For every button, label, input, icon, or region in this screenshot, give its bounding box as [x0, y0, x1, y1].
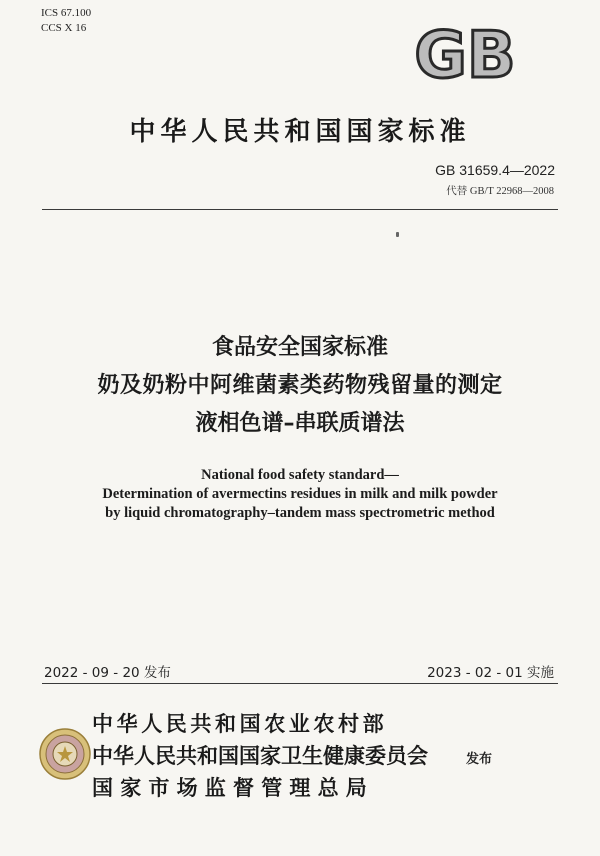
- issuer-market-regulation: 国家市场监督管理总局: [92, 776, 374, 800]
- title-en-line3: by liquid chromatography–tandem mass spectrometric method: [105, 505, 495, 521]
- replaces-standard: 代替 GB/T 22968—2008: [446, 186, 554, 197]
- gb-logo-text: GB: [414, 22, 516, 86]
- standard-number: GB 31659.4—2022: [435, 162, 555, 178]
- national-emblem-icon: [38, 727, 92, 781]
- national-standard-heading: 中华人民共和国国家标准: [129, 117, 471, 147]
- issue-date: 2022 - 09 - 20 发布: [44, 665, 171, 681]
- issuer-health-commission: 中华人民共和国国家卫生健康委员会: [92, 744, 428, 768]
- title-cn-line2: 奶及奶粉中阿维菌素类药物残留量的测定: [97, 373, 503, 398]
- title-cn-line3: 液相色谱–串联质谱法: [195, 411, 405, 436]
- gb-logo-icon: [400, 22, 530, 86]
- ics-code: ICS 67.100: [41, 7, 92, 19]
- bottom-divider: [42, 683, 558, 684]
- title-en-line1: National food safety standard—: [201, 467, 399, 483]
- ccs-code: CCS X 16: [41, 22, 87, 34]
- title-cn-line1: 食品安全国家标准: [211, 335, 388, 360]
- issuer-ministry-agriculture: 中华人民共和国农业农村部: [92, 712, 388, 736]
- top-divider: [42, 209, 558, 210]
- classification-codes: [41, 6, 91, 36]
- release-label: 发布: [466, 752, 493, 767]
- title-en-line2: Determination of avermectins residues in milk and milk powder: [102, 486, 498, 502]
- print-speck: [396, 232, 399, 237]
- implementation-date: 2023 - 02 - 01 实施: [427, 665, 554, 681]
